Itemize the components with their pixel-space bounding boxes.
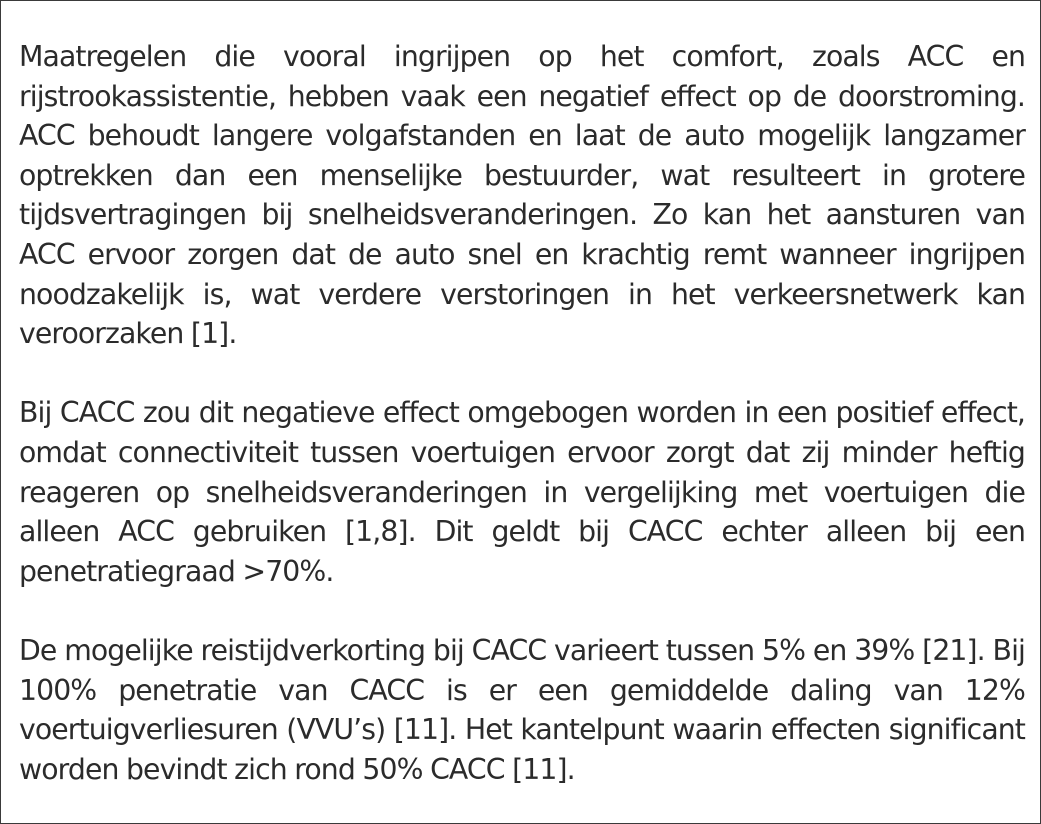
paragraph-cacc-effect: Bij CACC zou dit negatieve effect omgebogen worden in een positief effect, omdat connectiviteit tussen voertuigen ervoor zorgt dat zij minder heftig reageren op snelheidsveranderingen in vergelijking met voertuigen die alleen ACC gebruiken [1,8]. Dit geldt bij CACC echter alleen bij een penetratiegraad >70%. (19, 396, 1025, 588)
paragraph-travel-time: De mogelijke reistijdverkorting bij CACC varieert tussen 5% en 39% [21]. Bij 100% penetratie van CACC is er een gemiddelde daling van 12% voertuigverliesuren (VVU’s) [11]. Het kantelpunt waarin effecten significant worden bevindt zich rond 50% CACC [11]. (19, 633, 1025, 786)
document-body (19, 37, 1025, 789)
paragraph-acc-comfort: Maatregelen die vooral ingrijpen op het comfort, zoals ACC en rijstrookassistentie, hebben vaak een negatief effect op de doorstroming. ACC behoudt langere volgafstanden en laat de auto mogelijk langzamer optrekken dan een menselijke bestuurder, wat resulteert in grotere tijdsvertragingen bij snelheidsveranderingen. Zo kan het aansturen van ACC ervoor zorgen dat de auto snel en krachtig remt wanneer ingrijpen noodzakelijk is, wat verdere verstoringen in het verkeersnetwerk kan veroorzaken [1]. (19, 40, 1025, 351)
